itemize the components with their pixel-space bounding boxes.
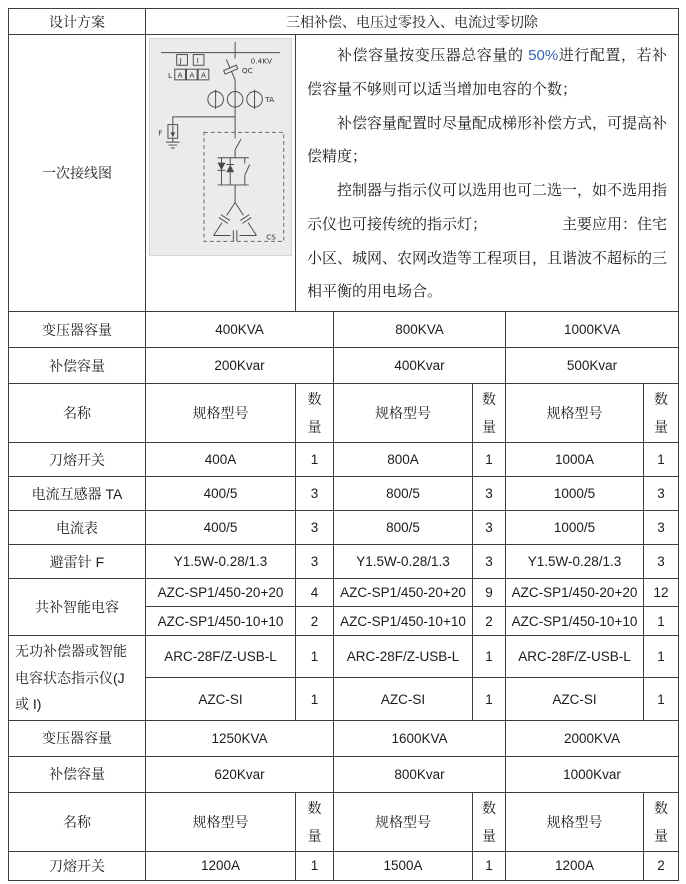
spec-cell: Y1.5W-0.28/1.3 bbox=[334, 545, 473, 579]
spec-cell: Y1.5W-0.28/1.3 bbox=[506, 545, 644, 579]
spec-cell: AZC-SI bbox=[506, 678, 644, 720]
row-label-arrester: 避雷针 F bbox=[9, 545, 146, 579]
table-row bbox=[9, 636, 679, 678]
qty-header-text: 数量 bbox=[482, 391, 496, 435]
note-text: 控制器与指示仪可以选用也可二选一，如不选用指示仪也可接传统的指示灯； bbox=[307, 182, 668, 233]
row-label-ammeter: 电流表 bbox=[9, 511, 146, 545]
note-highlight-50pct: 50% bbox=[528, 47, 559, 64]
qty-cell: 1 bbox=[473, 851, 506, 880]
spec-cell: 400A bbox=[146, 443, 296, 477]
table-row bbox=[9, 312, 679, 348]
ground-symbol bbox=[166, 138, 180, 148]
qty-cell: 1 bbox=[473, 636, 506, 678]
spec-cell: 1000A bbox=[506, 443, 644, 477]
qc-label: QC bbox=[241, 66, 253, 76]
arrester-branch-line bbox=[173, 117, 235, 125]
wiring-diagram-cell bbox=[146, 35, 296, 312]
qty-cell: 3 bbox=[644, 511, 679, 545]
ammeter-l-label: L bbox=[167, 70, 173, 80]
compensation-capacity-value: 620Kvar bbox=[146, 756, 334, 792]
ammeter-a-label: A bbox=[201, 70, 207, 80]
note-paragraph: 补偿容量配置时尽量配成梯形补偿方式，可提高补偿精度； bbox=[307, 114, 668, 166]
transformer-capacity-value: 1600KVA bbox=[334, 720, 506, 756]
thyristor-up bbox=[226, 165, 234, 173]
arrester-arrow-head bbox=[170, 132, 175, 137]
row-label-knife-fuse-switch: 刀熔开关 bbox=[9, 443, 146, 477]
spec-cell: 800/5 bbox=[334, 477, 473, 511]
compensation-capacity-value: 500Kvar bbox=[506, 348, 679, 384]
spec-cell: 1500A bbox=[334, 851, 473, 880]
table-row bbox=[9, 443, 679, 477]
spec-cell: 400/5 bbox=[146, 477, 296, 511]
spec-cell: ARC-28F/Z-USB-L bbox=[506, 636, 644, 678]
ammeter-a-label: A bbox=[177, 70, 183, 80]
col-header-qty bbox=[644, 384, 679, 443]
col-header-spec: 规格型号 bbox=[334, 792, 473, 851]
qty-cell: 1 bbox=[644, 636, 679, 678]
qty-cell: 1 bbox=[296, 851, 334, 880]
note-text: 主要应用：住宅小区、城网、农网改造等工程项目，且谐波不超标的三相平衡的用电场合。 bbox=[307, 215, 668, 301]
design-scheme-value: 三相补偿、电压过零投入、电流过零切除 bbox=[146, 9, 679, 35]
spec-table bbox=[8, 8, 679, 881]
spec-cell: 1000/5 bbox=[506, 511, 644, 545]
compensation-capacity-value: 1000Kvar bbox=[506, 756, 679, 792]
spec-cell: AZC-SP1/450-20+20 bbox=[146, 579, 296, 607]
indicator-box-j bbox=[177, 55, 188, 66]
note-paragraph bbox=[307, 174, 667, 309]
spec-cell: ARC-28F/Z-USB-L bbox=[334, 636, 473, 678]
qty-cell: 1 bbox=[473, 678, 506, 720]
qty-cell: 3 bbox=[296, 477, 334, 511]
qty-cell: 3 bbox=[296, 545, 334, 579]
compensation-capacity-value: 800Kvar bbox=[334, 756, 506, 792]
transformer-capacity-label: 变压器容量 bbox=[9, 312, 146, 348]
col-header-qty bbox=[473, 384, 506, 443]
qty-cell: 2 bbox=[473, 607, 506, 636]
qty-header-text: 数量 bbox=[654, 799, 669, 844]
spec-cell: AZC-SP1/450-10+10 bbox=[334, 607, 473, 636]
thyristor-down bbox=[218, 163, 226, 171]
spec-cell: AZC-SP1/450-20+20 bbox=[506, 579, 644, 607]
col-header-spec: 规格型号 bbox=[334, 384, 473, 443]
col-header-spec: 规格型号 bbox=[146, 792, 296, 851]
col-header-qty bbox=[473, 792, 506, 851]
row-label-current-transformer: 电流互感器 TA bbox=[9, 477, 146, 511]
voltage-label: 0.4KV bbox=[250, 56, 273, 66]
table-row bbox=[9, 477, 679, 511]
spec-cell: AZC-SI bbox=[146, 678, 296, 720]
row-label-smart-capacitor: 共补智能电容 bbox=[9, 579, 146, 636]
compensation-capacity-value: 400Kvar bbox=[334, 348, 506, 384]
row-label-controller-indicator: 无功补偿器或智能电容状态指示仪(J 或 I) bbox=[9, 636, 146, 721]
col-header-spec: 规格型号 bbox=[506, 384, 644, 443]
table-row bbox=[9, 756, 679, 792]
contactor-switch bbox=[245, 158, 250, 185]
transformer-capacity-value: 800KVA bbox=[334, 312, 506, 348]
spec-cell: AZC-SP1/450-10+10 bbox=[146, 607, 296, 636]
spec-cell: ARC-28F/Z-USB-L bbox=[146, 636, 296, 678]
col-header-qty bbox=[296, 792, 334, 851]
qty-header-text: 数量 bbox=[654, 391, 669, 435]
qty-header-text: 数量 bbox=[482, 799, 496, 844]
table-row bbox=[9, 9, 679, 35]
qty-cell: 3 bbox=[644, 477, 679, 511]
capacitor-symbol bbox=[239, 212, 253, 225]
qty-cell: 1 bbox=[296, 443, 334, 477]
col-header-name: 名称 bbox=[9, 792, 146, 851]
table-row bbox=[9, 348, 679, 384]
table-header-row bbox=[9, 792, 679, 851]
compensation-capacity-value: 200Kvar bbox=[146, 348, 334, 384]
capacitor-symbol bbox=[218, 212, 232, 225]
spec-cell: 800A bbox=[334, 443, 473, 477]
spec-cell: AZC-SI bbox=[334, 678, 473, 720]
spec-cell: 1000/5 bbox=[506, 477, 644, 511]
design-scheme-label: 设计方案 bbox=[9, 9, 146, 35]
qty-header-text: 数量 bbox=[307, 799, 322, 844]
transformer-capacity-value: 1250KVA bbox=[146, 720, 334, 756]
spec-cell: 1200A bbox=[506, 851, 644, 880]
transformer-capacity-value: 1000KVA bbox=[506, 312, 679, 348]
qty-cell: 12 bbox=[644, 579, 679, 607]
qty-cell: 4 bbox=[296, 579, 334, 607]
spec-cell: 1200A bbox=[146, 851, 296, 880]
spec-cell: 400/5 bbox=[146, 511, 296, 545]
qty-cell: 2 bbox=[296, 607, 334, 636]
qty-cell: 3 bbox=[473, 511, 506, 545]
ammeter-a-label: A bbox=[189, 70, 195, 80]
ta-label: TA bbox=[265, 95, 275, 105]
note-text: 补偿容量按变压器总容量的 bbox=[337, 47, 529, 64]
capacitor-symbol bbox=[231, 230, 240, 241]
qc-fuse-body bbox=[224, 65, 238, 74]
col-header-qty bbox=[296, 384, 334, 443]
indicator-j-label: J bbox=[179, 55, 182, 65]
qty-cell: 1 bbox=[644, 678, 679, 720]
spec-cell: 800/5 bbox=[334, 511, 473, 545]
qty-cell: 2 bbox=[644, 851, 679, 880]
qty-cell: 1 bbox=[644, 607, 679, 636]
qty-cell: 9 bbox=[473, 579, 506, 607]
qty-cell: 3 bbox=[296, 511, 334, 545]
arrester-f-label: F bbox=[158, 128, 163, 138]
table-row bbox=[9, 720, 679, 756]
table-row bbox=[9, 579, 679, 607]
note-paragraph bbox=[307, 39, 667, 107]
capacitor-bank-enclosure bbox=[204, 132, 284, 241]
transformer-capacity-value: 400KVA bbox=[146, 312, 334, 348]
compensation-capacity-label: 补偿容量 bbox=[9, 348, 146, 384]
qty-cell: 1 bbox=[296, 678, 334, 720]
one-line-diagram bbox=[149, 38, 292, 256]
table-header-row bbox=[9, 384, 679, 443]
wiring-diagram-label: 一次接线图 bbox=[9, 35, 146, 312]
spec-cell: AZC-SP1/450-20+20 bbox=[334, 579, 473, 607]
note-text: 进行配置，若补偿容量不够则可以适当增加电容的个数； bbox=[307, 47, 668, 98]
qty-cell: 3 bbox=[473, 477, 506, 511]
col-header-spec: 规格型号 bbox=[146, 384, 296, 443]
qty-header-text: 数量 bbox=[307, 391, 322, 435]
transformer-capacity-label: 变压器容量 bbox=[9, 720, 146, 756]
qty-cell: 3 bbox=[644, 545, 679, 579]
compensation-capacity-label: 补偿容量 bbox=[9, 756, 146, 792]
col-header-spec: 规格型号 bbox=[506, 792, 644, 851]
row-label-knife-fuse-switch: 刀熔开关 bbox=[9, 851, 146, 880]
transformer-capacity-value: 2000KVA bbox=[506, 720, 679, 756]
table-row bbox=[9, 851, 679, 880]
table-row bbox=[9, 545, 679, 579]
spec-cell: Y1.5W-0.28/1.3 bbox=[146, 545, 296, 579]
table-row bbox=[9, 35, 679, 312]
qty-cell: 3 bbox=[473, 545, 506, 579]
indicator-i-label: I bbox=[196, 55, 199, 65]
description-notes bbox=[296, 35, 679, 312]
spec-cell: AZC-SP1/450-10+10 bbox=[506, 607, 644, 636]
qty-cell: 1 bbox=[644, 443, 679, 477]
table-row bbox=[9, 511, 679, 545]
one-line-diagram-svg bbox=[150, 39, 291, 255]
qty-cell: 1 bbox=[473, 443, 506, 477]
qty-cell: 1 bbox=[296, 636, 334, 678]
cs-label: CS bbox=[266, 232, 276, 242]
col-header-qty bbox=[644, 792, 679, 851]
bank-switch-blade bbox=[235, 139, 241, 150]
col-header-name: 名称 bbox=[9, 384, 146, 443]
